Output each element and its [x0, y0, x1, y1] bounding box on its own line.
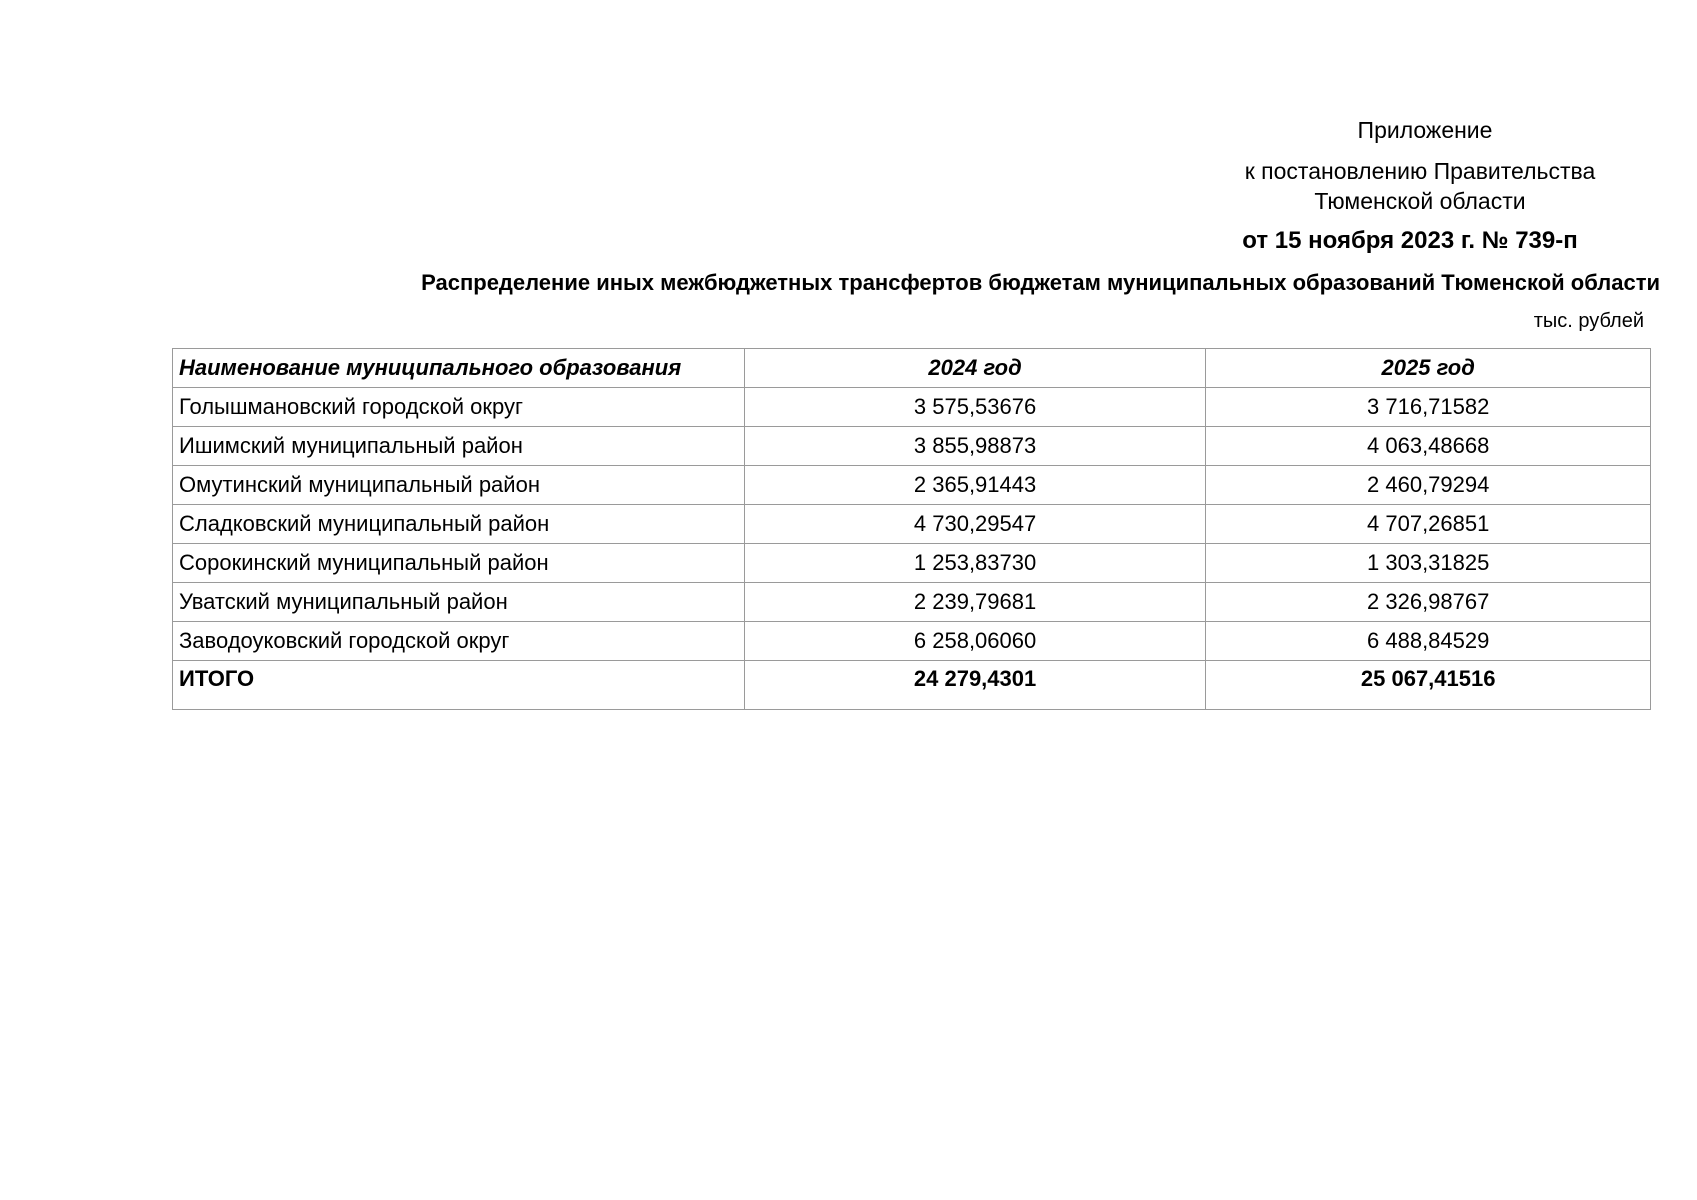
- table-row: [173, 583, 1651, 622]
- table-row: [173, 427, 1651, 466]
- municipality-name: Заводоуковский городской округ: [173, 622, 745, 661]
- header-municipality: Наименование муниципального образования: [173, 349, 745, 388]
- value-2025: 6 488,84529: [1206, 622, 1651, 661]
- annex-reference: к постановлению Правительства: [1244, 158, 1596, 184]
- header-2024: 2024 год: [744, 349, 1206, 388]
- value-2024: 6 258,06060: [744, 622, 1206, 661]
- annex-number: от 15 ноября 2023 г. № 739-п: [1242, 227, 1578, 254]
- header-2025: 2025 год: [1206, 349, 1651, 388]
- value-2024: 3 855,98873: [744, 427, 1206, 466]
- municipality-name: Уватский муниципальный район: [173, 583, 745, 622]
- value-2025: 2 460,79294: [1206, 466, 1651, 505]
- total-row: [173, 661, 1651, 710]
- table-row: [173, 505, 1651, 544]
- municipality-name: Голышмановский городской округ: [173, 388, 745, 427]
- value-2024: 3 575,53676: [744, 388, 1206, 427]
- table-header-row: [173, 349, 1651, 388]
- municipality-name: Сладковский муниципальный район: [173, 505, 745, 544]
- value-2025: 2 326,98767: [1206, 583, 1651, 622]
- value-2025: 4 707,26851: [1206, 505, 1651, 544]
- municipality-name: Сорокинский муниципальный район: [173, 544, 745, 583]
- transfers-table: [172, 348, 1651, 710]
- table-row: [173, 388, 1651, 427]
- municipality-name: Омутинский муниципальный район: [173, 466, 745, 505]
- table-row: [173, 544, 1651, 583]
- value-2024: 4 730,29547: [744, 505, 1206, 544]
- total-label: ИТОГО: [173, 661, 745, 710]
- units-label: тыс. рублей: [1533, 310, 1644, 332]
- value-2025: 4 063,48668: [1206, 427, 1651, 466]
- document-title: Распределение иных межбюджетных трансфертов бюджетам муниципальных образований Тюменской области: [421, 270, 1660, 295]
- annex-title: Приложение: [1357, 117, 1493, 143]
- value-2025: 1 303,31825: [1206, 544, 1651, 583]
- total-2025: 25 067,41516: [1206, 661, 1651, 710]
- value-2024: 2 365,91443: [744, 466, 1206, 505]
- annex-region: Тюменской области: [1314, 188, 1526, 214]
- municipality-name: Ишимский муниципальный район: [173, 427, 745, 466]
- total-2024: 24 279,4301: [744, 661, 1206, 710]
- value-2024: 2 239,79681: [744, 583, 1206, 622]
- table-row: [173, 466, 1651, 505]
- value-2024: 1 253,83730: [744, 544, 1206, 583]
- table-row: [173, 622, 1651, 661]
- value-2025: 3 716,71582: [1206, 388, 1651, 427]
